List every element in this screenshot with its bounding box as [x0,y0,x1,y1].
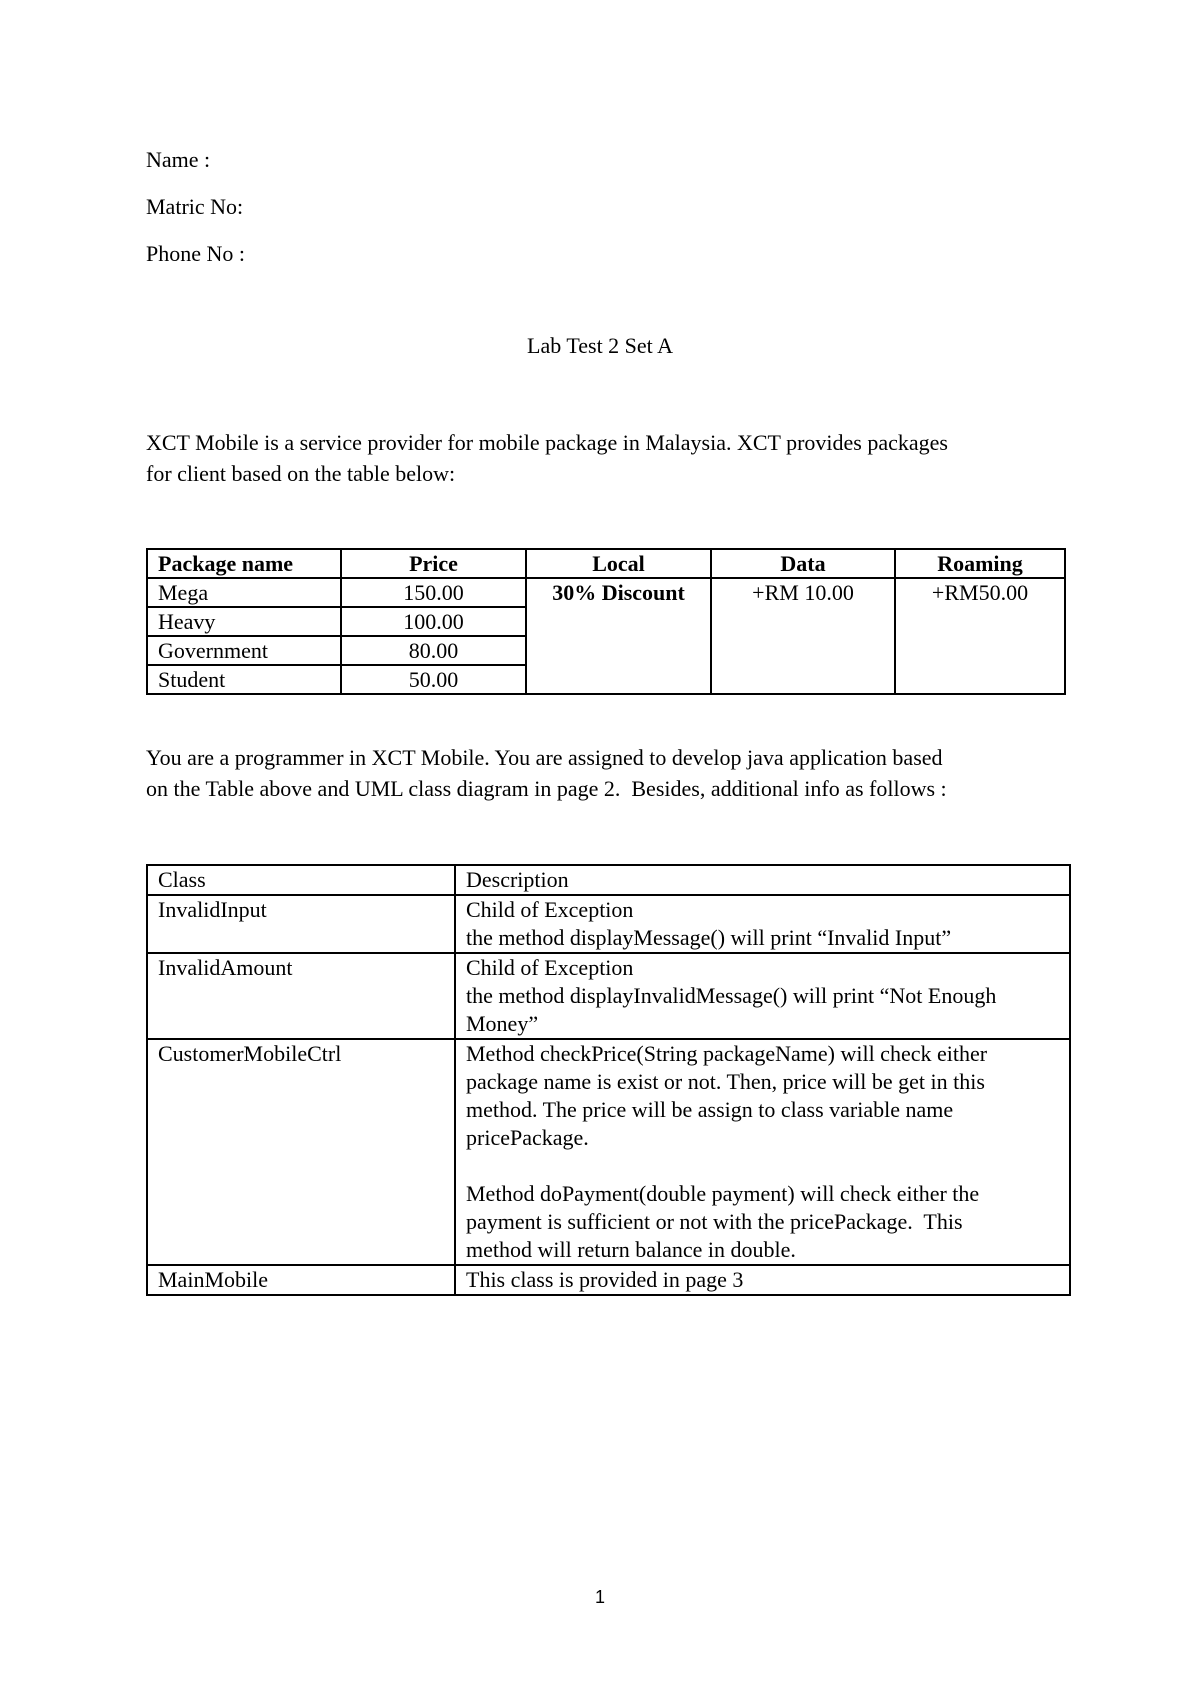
middle-line: You are a programmer in XCT Mobile. You are assigned to develop java application based [146,745,943,770]
header-price: Price [341,549,526,578]
package-table-header [147,549,1065,578]
table-row [147,1039,1070,1265]
description-line: method will return balance in double. [466,1237,796,1262]
class-table [146,864,1071,1296]
table-row [147,953,1070,1039]
class-name-cell: CustomerMobileCtrl [147,1039,455,1265]
roaming-cell: +RM50.00 [895,578,1065,694]
class-description-cell [455,1265,1070,1295]
page-number: 1 [594,1587,605,1607]
middle-paragraph [146,742,1066,804]
header-roaming: Roaming [895,549,1065,578]
class-name-cell: InvalidAmount [147,953,455,1039]
header-class: Class [147,865,455,895]
class-name-cell: InvalidInput [147,895,455,953]
intro-paragraph [146,427,1066,489]
package-name-cell: Student [147,665,341,694]
description-line: Method checkPrice(String packageName) will check either [466,1041,988,1066]
header-package-name: Package name [147,549,341,578]
description-line: the method displayMessage() will print “Invalid Input” [466,925,952,950]
class-name-cell: MainMobile [147,1265,455,1295]
document-title: Lab Test 2 Set A [527,333,673,358]
middle-line: on the Table above and UML class diagram in page 2. Besides, additional info as follows : [146,776,947,801]
local-discount-cell: 30% Discount [526,578,711,694]
description-line: Child of Exception [466,897,634,922]
description-line: pricePackage. [466,1125,589,1150]
header-local: Local [526,549,711,578]
description-line: package name is exist or not. Then, price will be get in this [466,1069,985,1094]
class-table-header [147,865,1070,895]
description-line: Child of Exception [466,955,634,980]
description-line: method. The price will be assign to class variable name [466,1097,954,1122]
description-line: the method displayInvalidMessage() will print “Not Enough [466,983,997,1008]
package-name-cell: Heavy [147,607,341,636]
description-line: payment is sufficient or not with the pricePackage. This [466,1209,963,1234]
package-price-cell: 100.00 [341,607,526,636]
matric-label: Matric No: [146,194,244,219]
header-description: Description [455,865,1070,895]
table-row [147,578,1065,607]
table-row [147,895,1070,953]
description-line: Method doPayment(double payment) will check either the [466,1181,980,1206]
class-description-cell [455,1039,1070,1265]
class-description-cell [455,953,1070,1039]
package-name-cell: Government [147,636,341,665]
paragraph-gap [466,1152,1059,1180]
data-cell: +RM 10.00 [711,578,895,694]
description-line: Money” [466,1011,539,1036]
description-line: This class is provided in page 3 [466,1267,744,1292]
header-data: Data [711,549,895,578]
phone-label: Phone No : [146,241,245,266]
intro-line: for client based on the table below: [146,461,456,486]
package-price-cell: 50.00 [341,665,526,694]
intro-line: XCT Mobile is a service provider for mobile package in Malaysia. XCT provides packages [146,430,948,455]
package-price-cell: 80.00 [341,636,526,665]
package-price-cell: 150.00 [341,578,526,607]
class-description-cell [455,895,1070,953]
table-row [147,1265,1070,1295]
package-table [146,548,1066,695]
package-name-cell: Mega [147,578,341,607]
name-label: Name : [146,147,211,172]
